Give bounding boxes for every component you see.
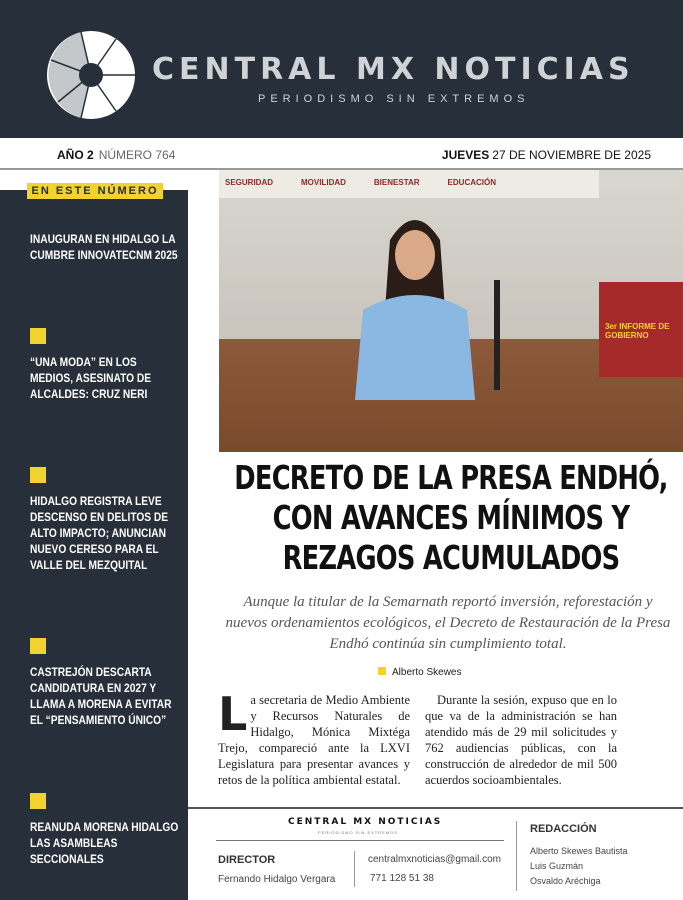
- author: Alberto Skewes: [392, 667, 462, 678]
- column-text: Durante la sesión, expuso que en lo que va de la administración se han atendido más de 29 mil solicitudes y 762 audiencias públicas, con la construcción de alrededor de mil 500 acuerdos socioambientales.: [425, 693, 617, 787]
- staff-name: Osvaldo Aréchiga: [530, 876, 601, 886]
- sidebar-item-title: REANUDA MORENA HIDALGO LAS ASAMBLEAS SECCIONALES: [30, 820, 179, 867]
- banner-text: EDUCACIÓN: [447, 178, 496, 187]
- yellow-square-icon: [30, 467, 46, 483]
- year-label: AÑO 2: [57, 148, 94, 162]
- article-column-1: [218, 687, 410, 788]
- issue-info: [57, 148, 175, 162]
- headline: DECRETO DE LA PRESA ENDHÓ, CON AVANCES MÍNIMOS Y REZAGOS ACUMULADOS: [234, 458, 668, 577]
- sidebar-item[interactable]: [0, 295, 188, 434]
- banner-text: BIENESTAR: [373, 178, 420, 187]
- date-text: 27 DE NOVIEMBRE DE 2025: [492, 148, 651, 162]
- sidebar-item-title: INAUGURAN EN HIDALGO LA CUMBRE INNOVATECNM 2025: [30, 231, 178, 262]
- column-text: a secretaria de Medio Ambiente y Recursos Naturales de Hidalgo, Mónica Mixtéga Trejo, compareció ante la LXVI Legislatura para presentar avances y retos de la política ambiental estatal.: [218, 693, 410, 787]
- footer-brand: CENTRAL MX NOTICIAS: [288, 817, 443, 827]
- yellow-square-icon: [30, 638, 46, 654]
- dateline: [0, 138, 683, 170]
- staff-name: Alberto Skewes Bautista: [530, 846, 628, 856]
- sidebar-item[interactable]: [0, 606, 188, 761]
- sidebar-heading: EN ESTE NÚMERO: [27, 183, 163, 199]
- photo-banner: [219, 170, 599, 198]
- microphone-stand: [494, 280, 500, 390]
- redaccion-label: REDACCIÓN: [530, 823, 597, 835]
- footer: [188, 807, 683, 900]
- tagline: PERIODISMO SIN EXTREMOS: [258, 93, 530, 105]
- weekday: JUEVES: [441, 148, 490, 162]
- redaccion-list: [530, 844, 628, 889]
- divider: [516, 821, 517, 891]
- report-book: 3er INFORME DE GOBIERNO: [599, 282, 683, 377]
- sidebar-item-title: CASTREJÓN DESCARTA CANDIDATURA EN 2027 Y LLAMA A MORENA A EVITAR EL “PENSAMIENTO ÚNICO”: [30, 665, 172, 728]
- yellow-square-icon: [30, 328, 46, 344]
- divider: [354, 851, 355, 887]
- masthead: [0, 0, 683, 138]
- director-name: Fernando Hidalgo Vergara: [218, 874, 336, 885]
- sidebar-item[interactable]: [0, 761, 188, 900]
- article-column-2: [425, 692, 617, 788]
- issue-number: NÚMERO 764: [98, 148, 176, 162]
- staff-name: Luis Guzmán: [530, 861, 584, 871]
- sidebar-item[interactable]: [0, 190, 188, 295]
- speaker-figure: [345, 200, 485, 400]
- drop-cap: L: [218, 687, 248, 741]
- divider: [216, 840, 504, 841]
- sidebar-item[interactable]: [0, 434, 188, 605]
- director-label: DIRECTOR: [218, 854, 276, 866]
- yellow-square-icon: [30, 793, 46, 809]
- banner-text: SEGURIDAD: [225, 178, 274, 187]
- contact-phone: 771 128 51 38: [370, 873, 434, 884]
- banner-text: MOVILIDAD: [301, 178, 346, 187]
- issue-date: [442, 148, 651, 162]
- article-dek: Aunque la titular de la Semarnath reportó inversión, reforestación y nuevos ordenamientos ecológicos, el Decreto de Restauración de la Presa Endhó continúa sin cumplimiento total.: [225, 594, 671, 652]
- contact-email[interactable]: centralmxnoticias@gmail.com: [368, 854, 501, 865]
- aperture-logo-icon: [46, 30, 136, 120]
- sidebar: [0, 190, 188, 900]
- lead-photo: [219, 170, 683, 452]
- byline: [378, 667, 461, 679]
- sidebar-item-title: “UNA MODA” EN LOS MEDIOS, ASESINATO DE ALCALDES: CRUZ NERI: [30, 354, 152, 401]
- sidebar-item-title: HIDALGO REGISTRA LEVE DESCENSO EN DELITOS DE ALTO IMPACTO; ANUNCIAN NUEVO CERESO PARA EL VALLE DEL MEZQUITAL: [30, 494, 169, 572]
- brand-name: CENTRAL MX NOTICIAS: [152, 52, 635, 87]
- yellow-square-icon: [378, 667, 386, 675]
- footer-tagline: PERIODISMO SIN EXTREMOS: [318, 830, 398, 835]
